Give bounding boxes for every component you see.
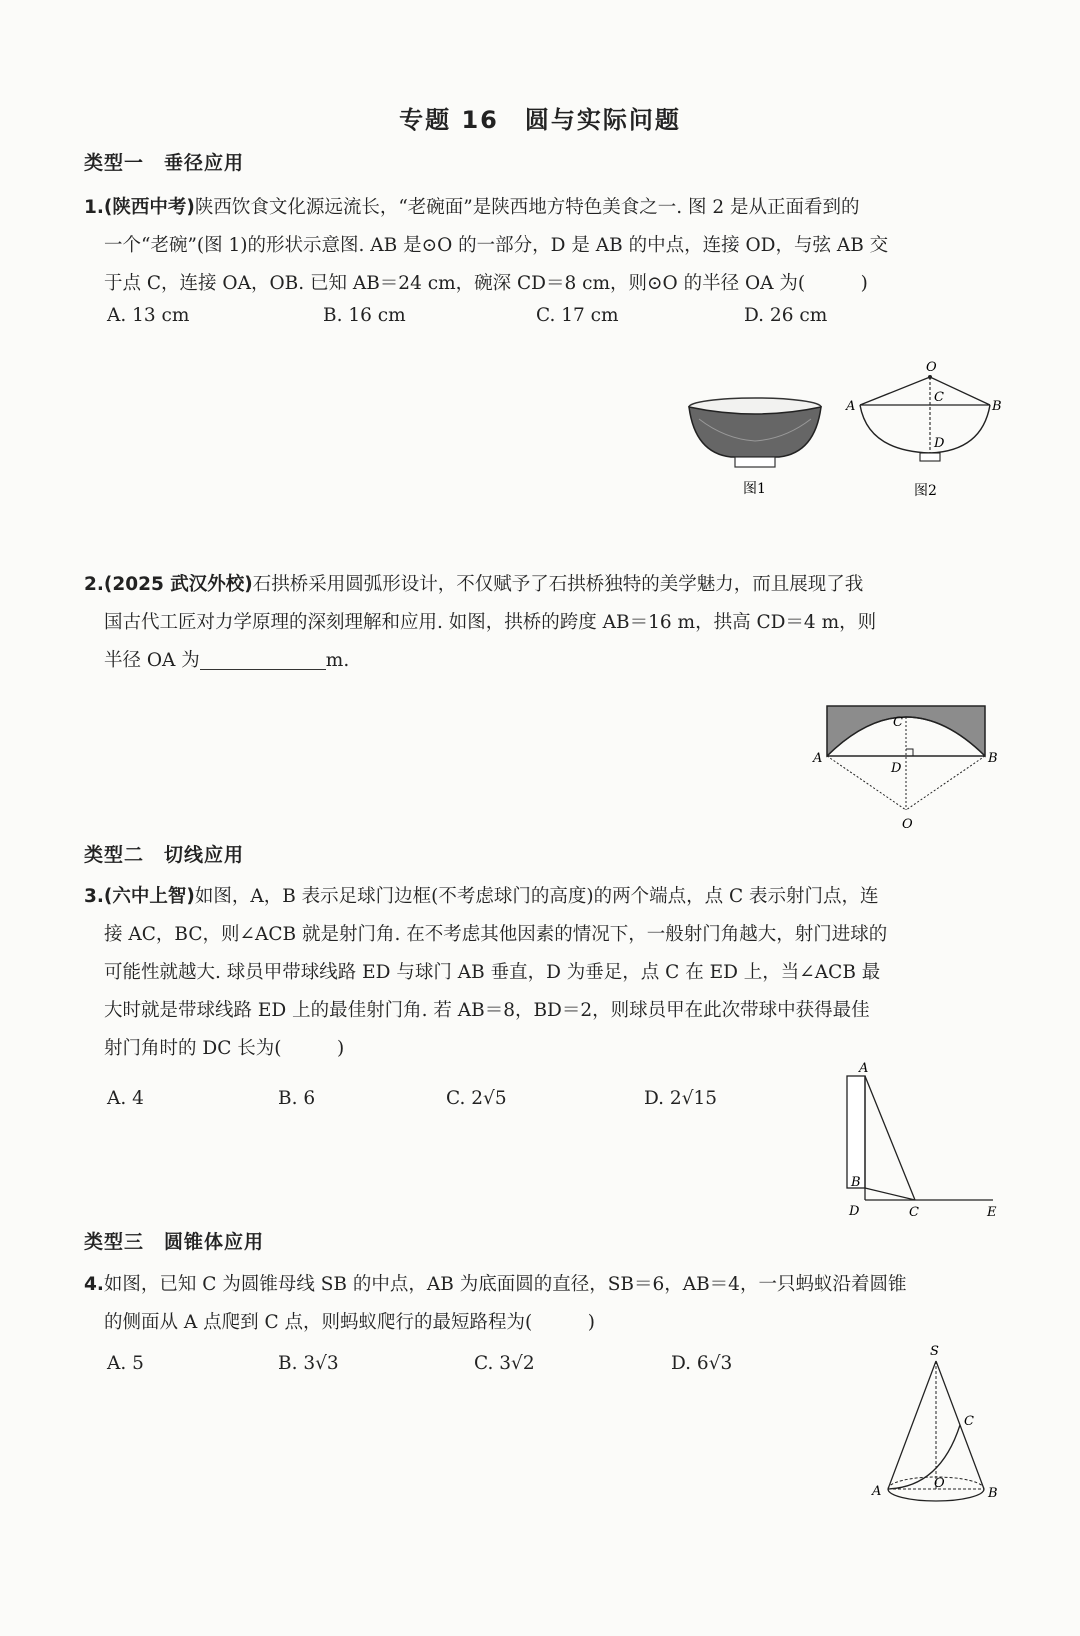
question-4: [84, 1266, 999, 1342]
bowl-foot-diagram: [920, 453, 940, 461]
question-2: [84, 566, 999, 680]
goal-label-A: A: [859, 1061, 869, 1076]
cone-generatrix-SA: [888, 1361, 936, 1489]
cone-label-A: A: [872, 1484, 882, 1499]
question-3: [84, 878, 999, 1068]
segment-OA: [860, 377, 930, 405]
cone-label-O: O: [934, 1476, 945, 1491]
segment-BC: [865, 1188, 915, 1200]
question-2-line2: 国古代工匠对力学原理的深刻理解和应用. 如图，拱桥的跨度 AB＝16 m，拱高 CD＝4 m，则: [104, 612, 877, 633]
figure-1-caption: 图1: [743, 481, 766, 497]
question-3-line4: 大时就是带球线路 ED 上的最佳射门角. 若 AB＝8，BD＝2，则球员甲在此次带球中获得最佳: [104, 1000, 870, 1021]
question-1-source: (陕西中考): [103, 197, 195, 218]
question-3-number: 3.: [84, 886, 104, 907]
q4-option-b: B. 3√3: [278, 1353, 339, 1374]
question-3-line1: 如图，A，B 表示足球门边框(不考虑球门的高度)的两个端点，点 C 表示射门点，连: [194, 886, 879, 907]
figure-soccer-goal: [835, 1060, 1005, 1220]
section-heading-2: 类型二 切线应用: [84, 844, 245, 866]
question-3-line3: 可能性就越大. 球员甲带球线路 ED 与球门 AB 垂直，D 为垂足，点 C 在 ED 上，当∠ACB 最: [104, 962, 881, 983]
question-3-line5: 射门角时的 DC 长为( ): [104, 1038, 345, 1059]
bridge-label-C: C: [893, 715, 903, 730]
question-2-number: 2.: [84, 574, 104, 595]
q3-option-b: B. 6: [278, 1088, 316, 1109]
question-4-line1: 如图，已知 C 为圆锥母线 SB 的中点，AB 为底面圆的直径，SB＝6，AB＝4，一只蚂蚁沿着圆锥: [103, 1274, 907, 1295]
q3-option-d: D. 2√15: [644, 1088, 718, 1109]
label-O: O: [926, 360, 937, 375]
question-2-line1: 石拱桥采用圆弧形设计，不仅赋予了石拱桥独特的美学魅力，而且展现了我: [252, 574, 864, 595]
bridge-label-O: O: [902, 817, 913, 832]
arc-AB: [860, 405, 990, 453]
figure-bowl-photo: [685, 395, 825, 505]
question-2-line3-pre: 半径 OA 为: [104, 650, 200, 671]
figure-arch-bridge: [805, 698, 1005, 838]
question-1-line2: 一个“老碗”(图 1)的形状示意图. AB 是⊙O 的一部分，D 是 AB 的中点，连接 OD，与弦 AB 交: [104, 235, 889, 256]
q3-option-c: C. 2√5: [446, 1088, 507, 1109]
bowl-body: [689, 407, 821, 457]
q4-option-c: C. 3√2: [474, 1353, 535, 1374]
label-B: B: [992, 399, 1002, 414]
bowl-foot: [735, 457, 775, 467]
cone-label-S: S: [930, 1344, 939, 1359]
question-2-source: (2025 武汉外校): [103, 574, 253, 595]
goal-label-C: C: [909, 1205, 919, 1220]
section-heading-1: 类型一 垂径应用: [84, 152, 245, 174]
question-1-line1: 陕西饮食文化源远流长，“老碗面”是陕西地方特色美食之一. 图 2 是从正面看到的: [194, 197, 860, 218]
goal-label-E: E: [987, 1205, 997, 1220]
label-D: D: [934, 436, 945, 451]
point-O: [928, 375, 932, 379]
cone-label-B: B: [988, 1486, 998, 1501]
q1-option-b: B. 16 cm: [323, 305, 406, 326]
section-heading-3: 类型三 圆锥体应用: [84, 1231, 265, 1253]
question-1: [84, 189, 999, 303]
right-angle-mark: [906, 749, 913, 756]
question-2-line3-post: m.: [325, 650, 350, 671]
goal-label-B: B: [851, 1175, 861, 1190]
question-1-line3: 于点 C，连接 OA，OB. 已知 AB＝24 cm，碗深 CD＝8 cm，则⊙O 的半径 OA 为( ): [104, 273, 868, 294]
segment-AC: [865, 1076, 915, 1200]
q1-option-a: A. 13 cm: [107, 305, 190, 326]
bridge-label-B: B: [988, 751, 998, 766]
figure-bowl-diagram: [840, 360, 1002, 505]
question-1-number: 1.: [84, 197, 104, 218]
bridge-label-A: A: [813, 751, 823, 766]
q1-option-c: C. 17 cm: [536, 305, 619, 326]
label-A: A: [846, 399, 856, 414]
label-C: C: [934, 390, 944, 405]
q3-option-a: A. 4: [107, 1088, 144, 1109]
segment-OB-dotted: [906, 756, 985, 810]
figure-2-caption: 图2: [914, 483, 937, 499]
figure-cone: [870, 1345, 1010, 1515]
question-4-line2: 的侧面从 A 点爬到 C 点，则蚂蚁爬行的最短路程为( ): [104, 1312, 595, 1333]
q4-option-a: A. 5: [107, 1353, 144, 1374]
answer-blank[interactable]: [200, 647, 326, 670]
question-3-source: (六中上智): [103, 886, 195, 907]
question-3-line2: 接 AC，BC，则∠ACB 就是射门角. 在不考虑其他因素的情况下，一般射门角越大，射门进球的: [104, 924, 888, 945]
ant-path: [888, 1425, 960, 1489]
bridge-label-D: D: [891, 761, 902, 776]
page-title: 专题 16 圆与实际问题: [399, 106, 681, 134]
question-4-number: 4.: [84, 1274, 104, 1295]
q1-option-d: D. 26 cm: [744, 305, 828, 326]
goal-label-D: D: [849, 1204, 860, 1219]
cone-label-C: C: [964, 1414, 974, 1429]
goal-frame: [847, 1076, 865, 1188]
q4-option-d: D. 6√3: [671, 1353, 733, 1374]
